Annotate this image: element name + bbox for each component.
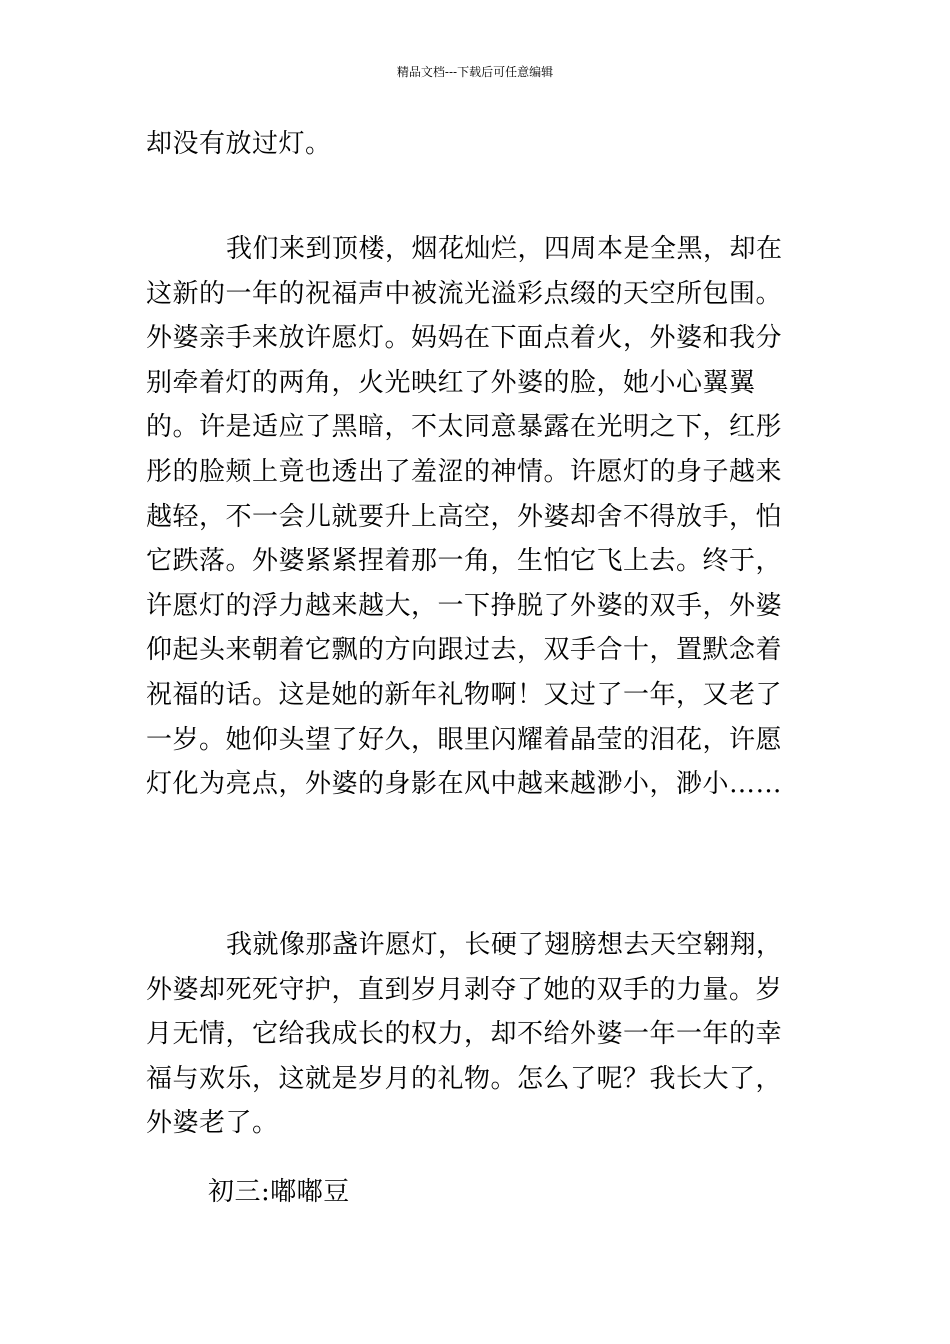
page-header: 精品文档---下载后可任意编辑: [396, 65, 554, 79]
paragraph-reflection: 我就像那盏许愿灯，长硬了翅膀想去天空翱翔，外婆却死死守护，直到岁月剥夺了她的双手的力量。岁月无情，它给我成长的权力，却不给外婆一年一年的幸福与欢乐，这就是岁月的礼物。怎么了呢？我长大了，外婆老了。: [146, 930, 783, 1139]
paragraph-continuation: 却没有放过灯。: [146, 129, 332, 159]
author-signature: 初三:嘟嘟豆: [208, 1177, 350, 1207]
paragraph-lantern-release: 我们来到顶楼，烟花灿烂，四周本是全黑，却在这新的一年的祝福声中被流光溢彩点缀的天空所包围。外婆亲手来放许愿灯。妈妈在下面点着火，外婆和我分别牵着灯的两角，火光映红了外婆的脸，她小心翼翼的。许是适应了黑暗，不太同意暴露在光明之下，红彤彤的脸颊上竟也透出了羞涩的神情。许愿灯的身子越来越轻，不一会儿就要升上高空，外婆却舍不得放手，怕它跌落。外婆紧紧捏着那一角，生怕它飞上去。终于，许愿灯的浮力越来越大，一下挣脱了外婆的双手，外婆仰起头来朝着它飘的方向跟过去，双手合十，置默念着祝福的话。这是她的新年礼物啊！又过了一年，又老了一岁。她仰头望了好久，眼里闪耀着晶莹的泪花，许愿灯化为亮点，外婆的身影在风中越来越渺小，渺小……: [146, 234, 783, 800]
